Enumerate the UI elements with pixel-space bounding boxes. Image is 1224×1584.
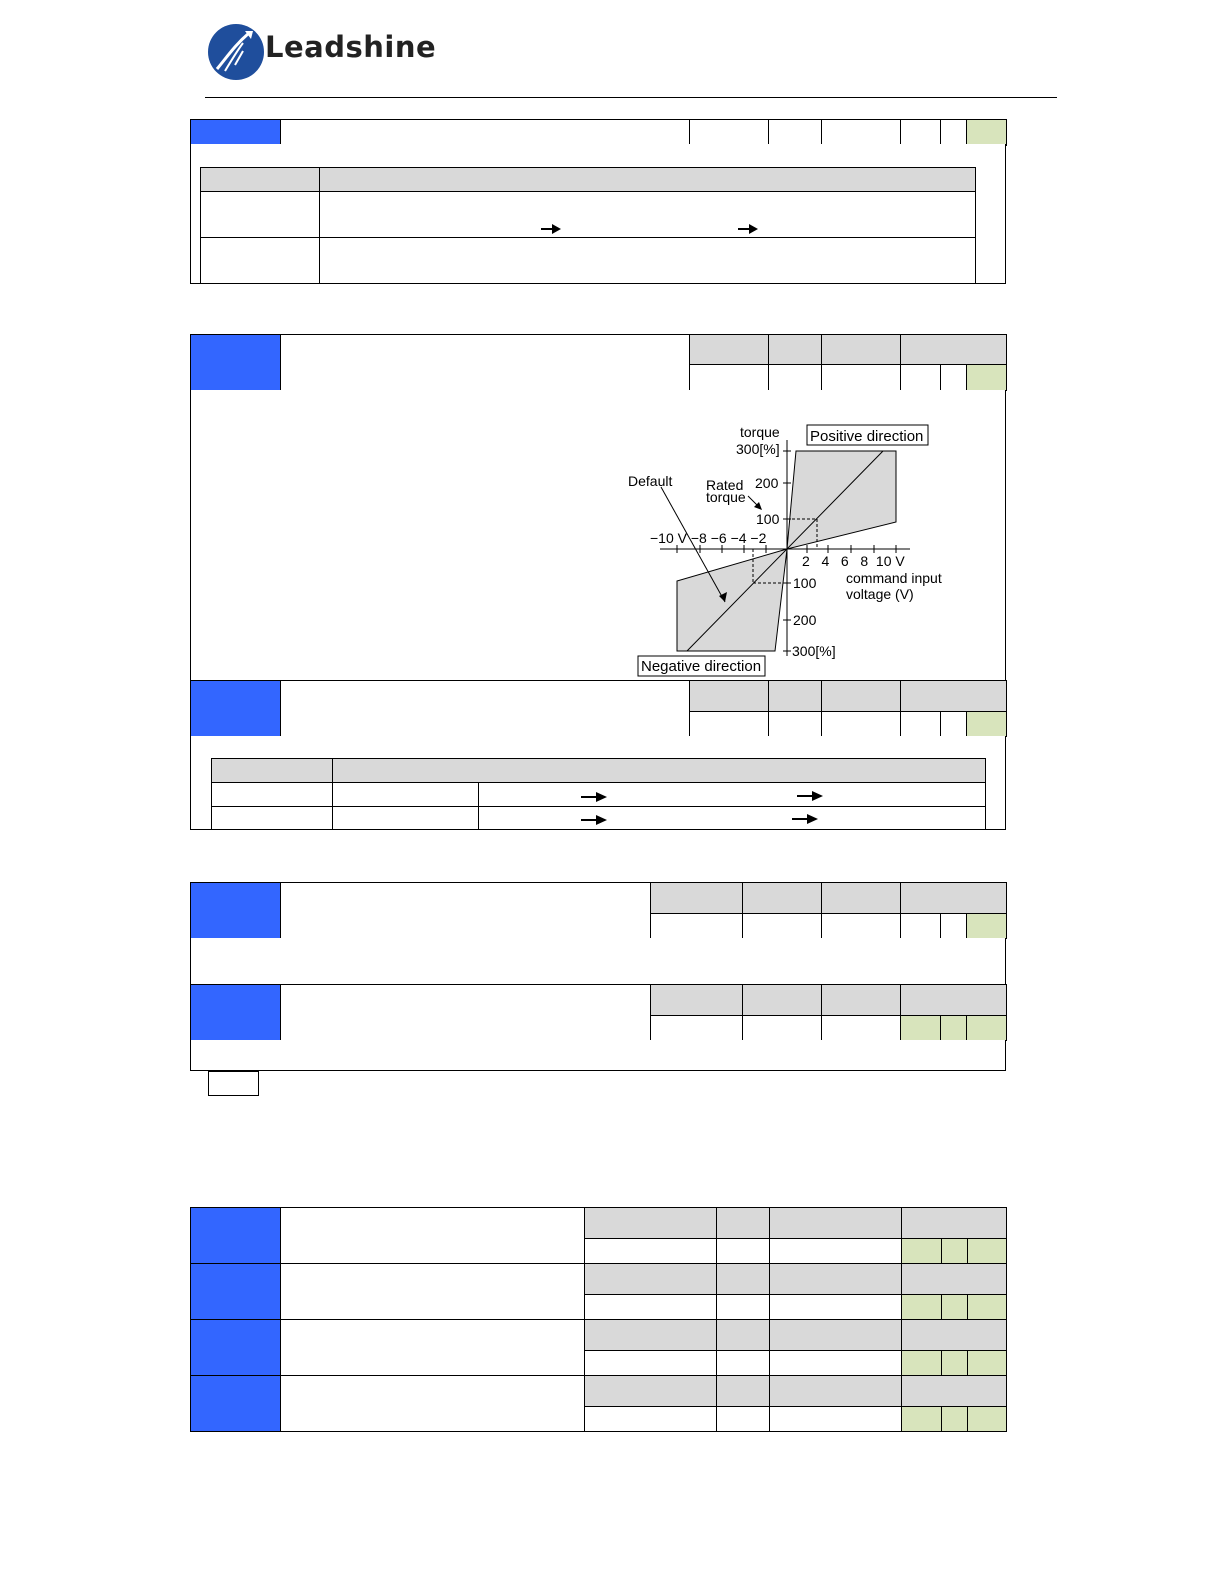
label-y100: 100 [756, 511, 780, 527]
arrow-icon [791, 812, 819, 826]
attribute-cell [942, 1407, 968, 1432]
param-name-cell [281, 335, 690, 391]
param-description-4 [190, 938, 1006, 985]
attribute-cell [968, 1351, 1007, 1376]
param-id-cell [191, 335, 281, 391]
param-name-cell [281, 1264, 585, 1320]
attribute-cell [968, 1407, 1007, 1432]
label-ym300: 300[%] [792, 643, 836, 659]
positive-region [787, 451, 896, 549]
param-id-cell [191, 1320, 281, 1376]
param-table-4 [190, 882, 1007, 939]
param-id-cell [191, 883, 281, 939]
label-300: 300[%] [736, 441, 780, 457]
param-id-cell [191, 985, 281, 1041]
label-neg-x: −10 V −8 −6 −4 −2 [650, 530, 767, 546]
attribute-cell [942, 1239, 968, 1264]
label-torque: torque [740, 424, 780, 440]
label-y200: 200 [755, 475, 779, 491]
attribute-cell [967, 914, 1007, 939]
label-ym100: 100 [793, 575, 817, 591]
attribute-cell [968, 1295, 1007, 1320]
param-name-cell [281, 120, 690, 146]
negative-region [677, 549, 787, 651]
label-xlabel-2: voltage (V) [846, 586, 914, 602]
label-rated-1: Rated [706, 477, 744, 493]
param-table-2 [190, 334, 1007, 391]
attribute-cell [967, 120, 1007, 146]
attribute-cell [902, 1295, 942, 1320]
attribute-cell [942, 1351, 968, 1376]
attribute-cell [902, 1407, 942, 1432]
param-name-cell [281, 1376, 585, 1432]
attribute-cell [967, 365, 1007, 391]
arrow-icon [796, 789, 824, 803]
label-pos-x: 2 4 6 8 10 V [802, 553, 905, 569]
arrow-icon [540, 222, 562, 236]
param-name-cell [281, 985, 651, 1041]
note-box [208, 1071, 259, 1096]
arrow-icon [580, 790, 608, 804]
label-ym200: 200 [793, 612, 817, 628]
param-table-1 [190, 119, 1007, 146]
label-xlabel-1: command input [846, 570, 942, 586]
param-table-3 [190, 680, 1007, 737]
header-divider [205, 97, 1057, 98]
param-id-cell [191, 1376, 281, 1432]
param-id-cell [191, 1264, 281, 1320]
label-positive-direction: Positive direction [810, 428, 924, 445]
arrow-icon [737, 222, 759, 236]
leadshine-logo-icon [205, 21, 267, 83]
param-description-5 [190, 1040, 1006, 1071]
label-default: Default [628, 473, 673, 489]
param-table-5 [190, 984, 1007, 1041]
attribute-cell [941, 1016, 967, 1041]
brand-name: Leadshine [265, 30, 437, 64]
arrow-icon [580, 813, 608, 827]
attribute-cell [902, 1351, 942, 1376]
param-id-cell [191, 681, 281, 737]
attribute-cell [902, 1239, 942, 1264]
attribute-cell [942, 1295, 968, 1320]
attribute-cell [967, 1016, 1007, 1041]
attribute-cell [968, 1239, 1007, 1264]
torque-command-figure [620, 420, 960, 685]
value-table-1 [200, 167, 976, 284]
label-negative-direction: Negative direction [641, 658, 762, 675]
label-rated-2: torque [706, 489, 746, 505]
attribute-cell [901, 1016, 941, 1041]
param-name-cell [281, 883, 651, 939]
param-id-cell [191, 120, 281, 146]
param-table-6 [190, 1207, 1007, 1432]
param-name-cell [281, 1208, 585, 1264]
attribute-cell [967, 712, 1007, 737]
param-name-cell [281, 1320, 585, 1376]
param-name-cell [281, 681, 690, 737]
param-id-cell [191, 1208, 281, 1264]
